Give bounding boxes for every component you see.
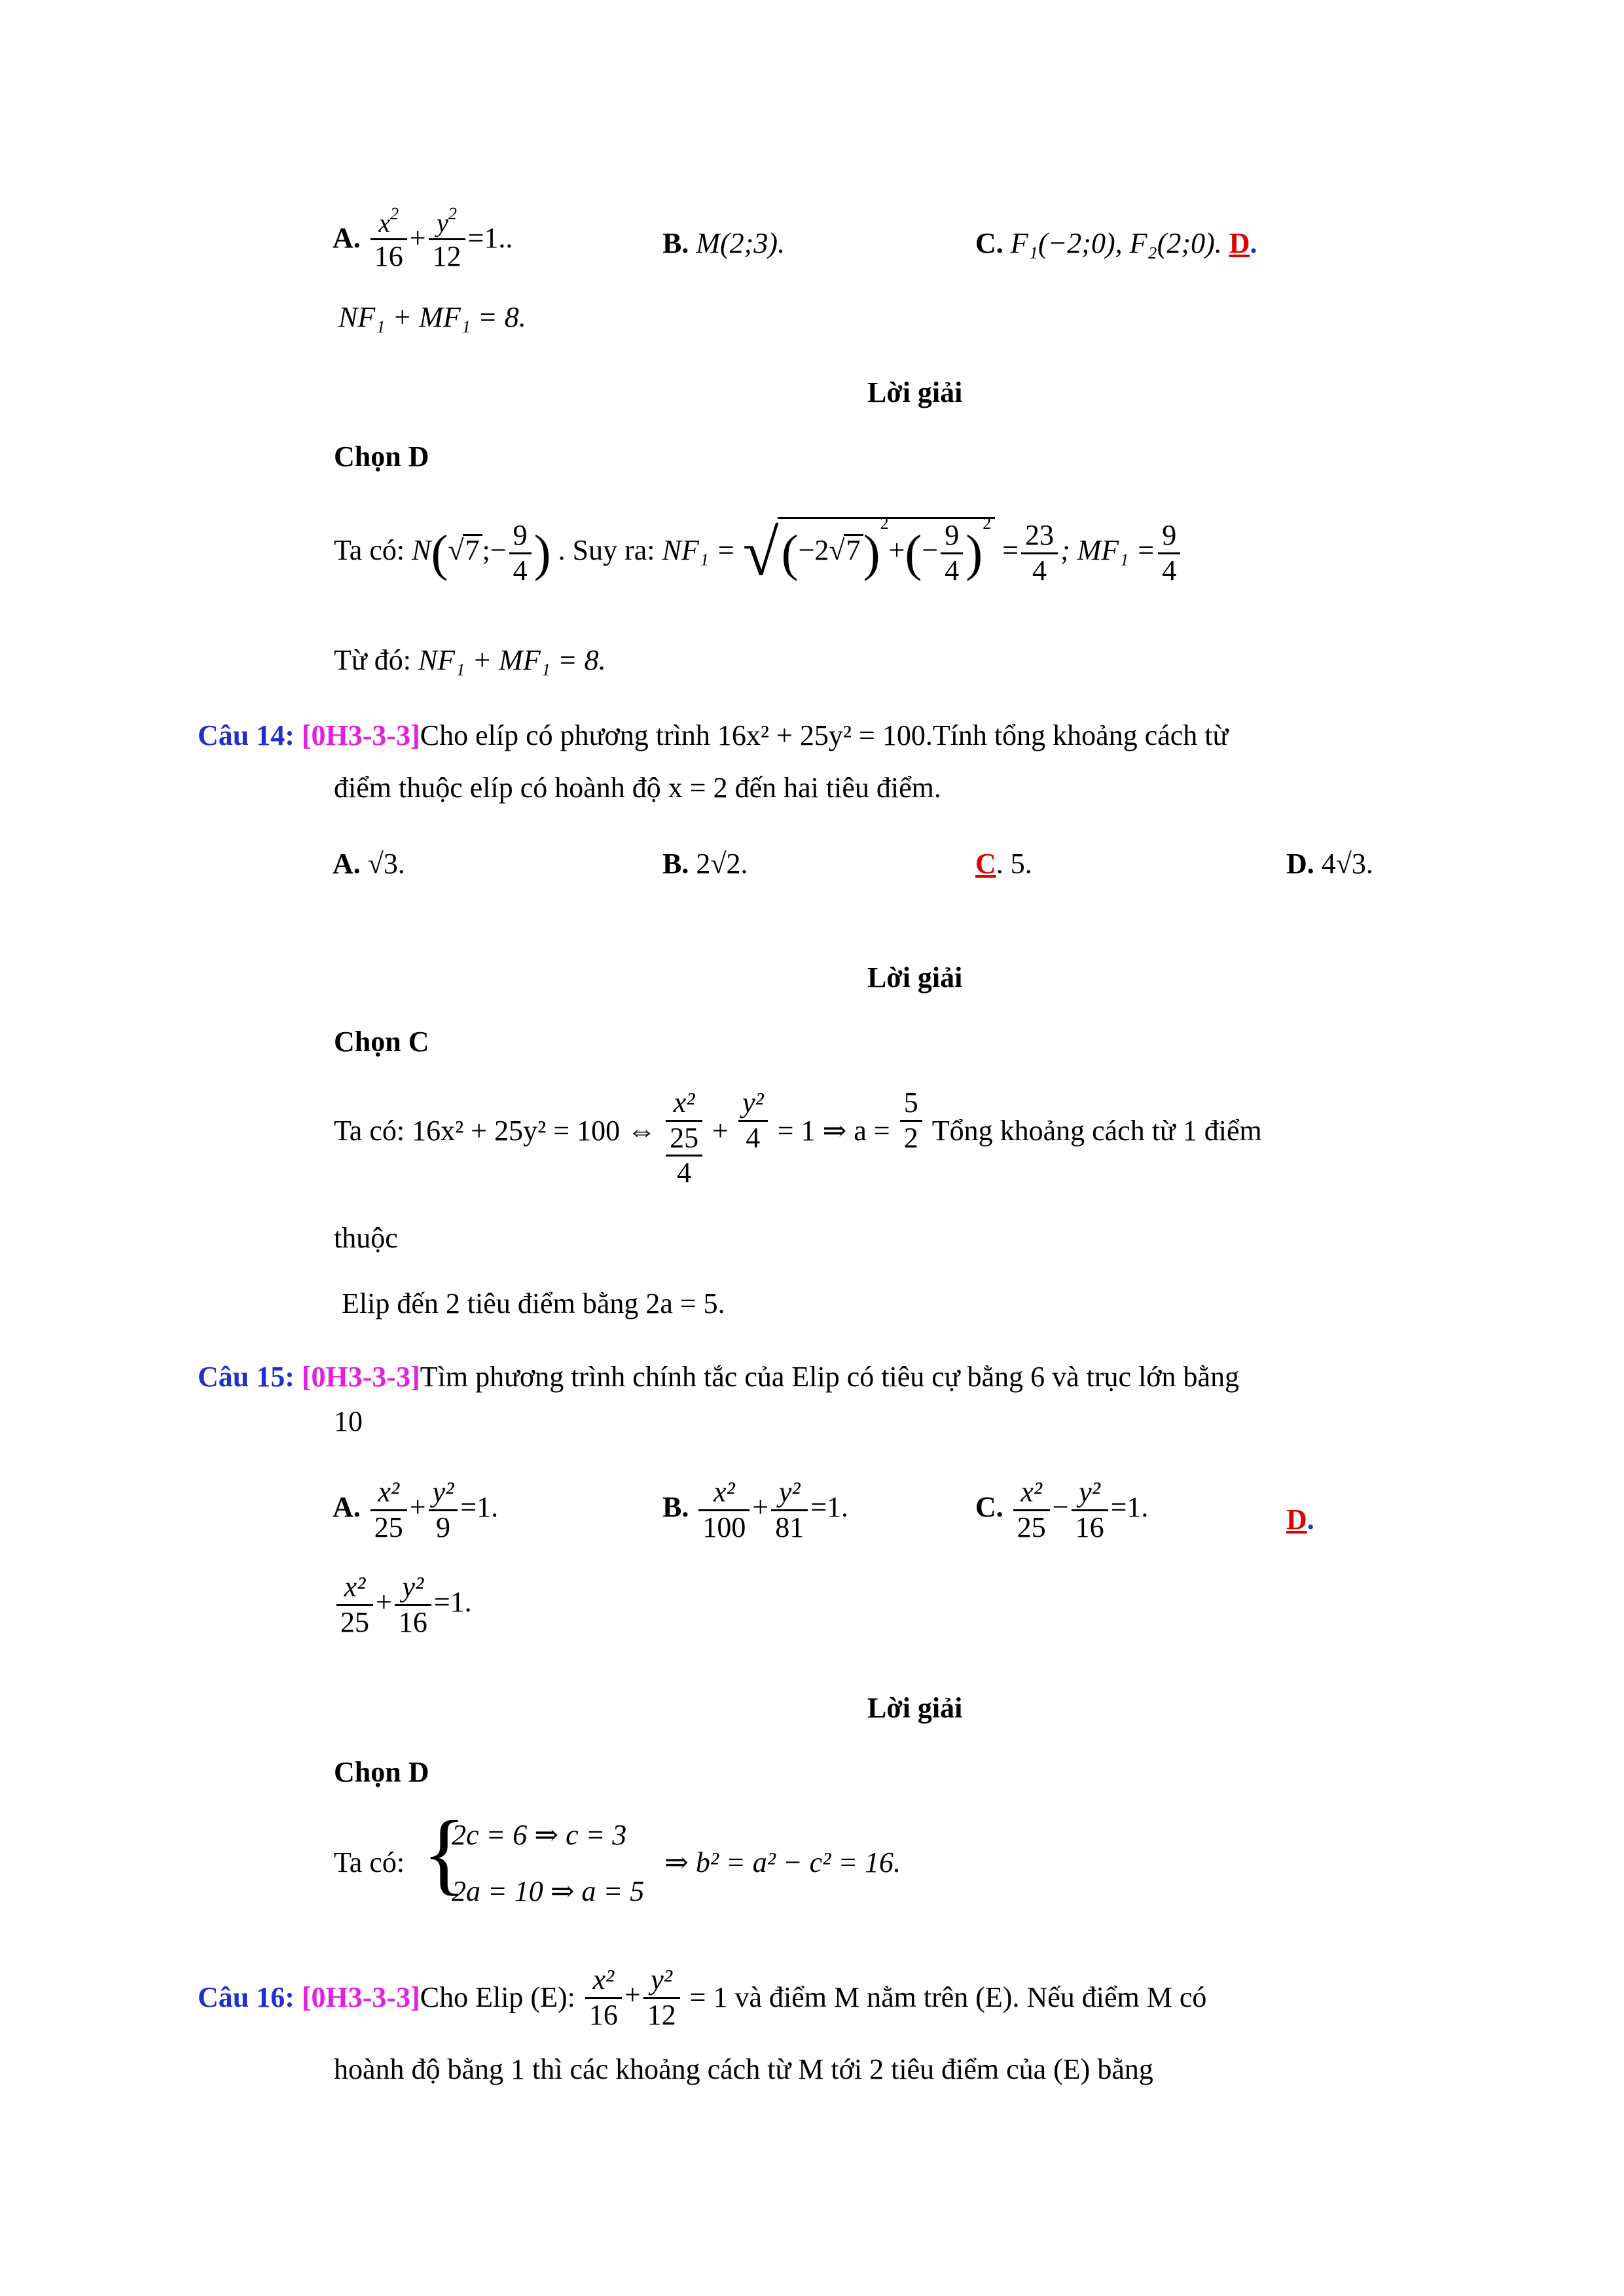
q13-choose: Chọn D [334,440,429,473]
q14-solution-line: Ta có: 16x² + 25y² = 100 ⇔ x² 25 4 + $\frac{\text{y²}}{4}$ = 1 ⇒ a = $\frac{5}{2}$ Tổng khoảng cách từ 1 điểm [334,1086,1262,1189]
q16-label: Câu 16: [198,1981,295,2014]
q14-choose: Chọn C [334,1026,429,1058]
q15-solution-title: Lời giải [867,1692,963,1724]
q14-question-line2: điểm thuộc elíp có hoành độ x = 2 đến hai tiêu điểm. [334,772,941,804]
q15-ta-co: Ta có: [334,1846,405,1878]
q14-header: Câu 14: [0H3-3-3]Cho elíp có phương trình 16x² + 25y² = 100.Tính tổng khoảng cách từ [198,719,1229,751]
q14-option-d: D. 4√3. [1286,848,1373,880]
q14-solution-title: Lời giải [867,961,963,994]
q16-header: Câu 16: [0H3-3-3]Cho Elip (E): $\frac{\text{x²}}{16}$ + $\frac{\text{y²}}{12}$ = 1 và điểm M nằm trên (E). Nếu điểm M có [198,1964,1207,2031]
q15-label: Câu 15: [198,1361,295,1393]
q14-label: Câu 14: [198,719,295,751]
q15-header: Câu 15: [0H3-3-3]Tìm phương trình chính tắc của Elip có tiêu cự bằng 6 và trục lớn bằng [198,1361,1240,1393]
q15-option-b: B. $\frac{\text{x²}}{100}$ + $\frac{\text{y²}}{81}$ =1. [662,1476,849,1543]
q14-option-b: B. 2√2. [662,848,748,880]
q14-solution-conclusion: Elip đến 2 tiêu điểm bằng 2a = 5. [342,1287,725,1319]
q13-option-d-content: NF₁ + MF₁ = 8. [338,301,526,333]
q15-system-line1: 2c = 6 ⇒ c = 3 [452,1819,627,1851]
q13-option-a: A. $\frac{x^2}{16}$ + $\frac{y^2}{12}$ =1.. [333,204,513,272]
q14-option-a: A. √3. [333,848,405,880]
q13-option-c: C. F₁(−2;0), F₂(2;0). D. [975,227,1257,259]
q15-question-line2: 10 [334,1405,363,1437]
q15-option-d-label: D. [1286,1503,1314,1535]
q15-system-line2: 2a = 10 ⇒ a = 5 [452,1875,645,1907]
q13-option-b: B. M(2;3). [662,227,785,259]
q15-option-d-content: $\frac{\text{x²}}{25}$ + $\frac{\text{y²}}{16}$ =1. [334,1571,472,1639]
q15-code: [0H3-3-3] [301,1361,420,1393]
q14-option-c: C. 5. [975,848,1032,880]
q13-conclusion: Từ đó: NF₁ + MF₁ = 8. [334,644,606,676]
q16-question-line2: hoành độ bằng 1 thì các khoảng cách từ M tới 2 tiêu điểm của (E) bằng [334,2053,1153,2085]
q16-code: [0H3-3-3] [301,1981,420,2014]
q14-solution-thuoc: thuộc [334,1222,398,1254]
q13-solution-title: Lời giải [867,376,963,408]
q15-result: ⇒ b² = a² − c² = 16. [664,1846,901,1878]
q13-answer-d-label: D [1229,227,1250,259]
q13-solution-line: Ta có: N(√7;− $\frac{9}{4}$ ) . Suy ra: $NF_1 = √(-2√7)^2+(-$ $\frac{9}{4}$ )$^2$ = $\frac{23}{4}$ ; MF₁ = $\frac{9}{4}$ [334,517,1183,587]
q15-choose: Chọn D [334,1756,429,1788]
q15-system-brace: { [422,1803,467,1904]
q14-code: [0H3-3-3] [301,719,420,751]
q15-option-a: A. $\frac{\text{x²}}{25}$ + $\frac{\text{y²}}{9}$ =1. [333,1476,499,1543]
q15-option-c: C. $\frac{\text{x²}}{25}$ − $\frac{\text{y²}}{16}$ =1. [975,1476,1149,1543]
